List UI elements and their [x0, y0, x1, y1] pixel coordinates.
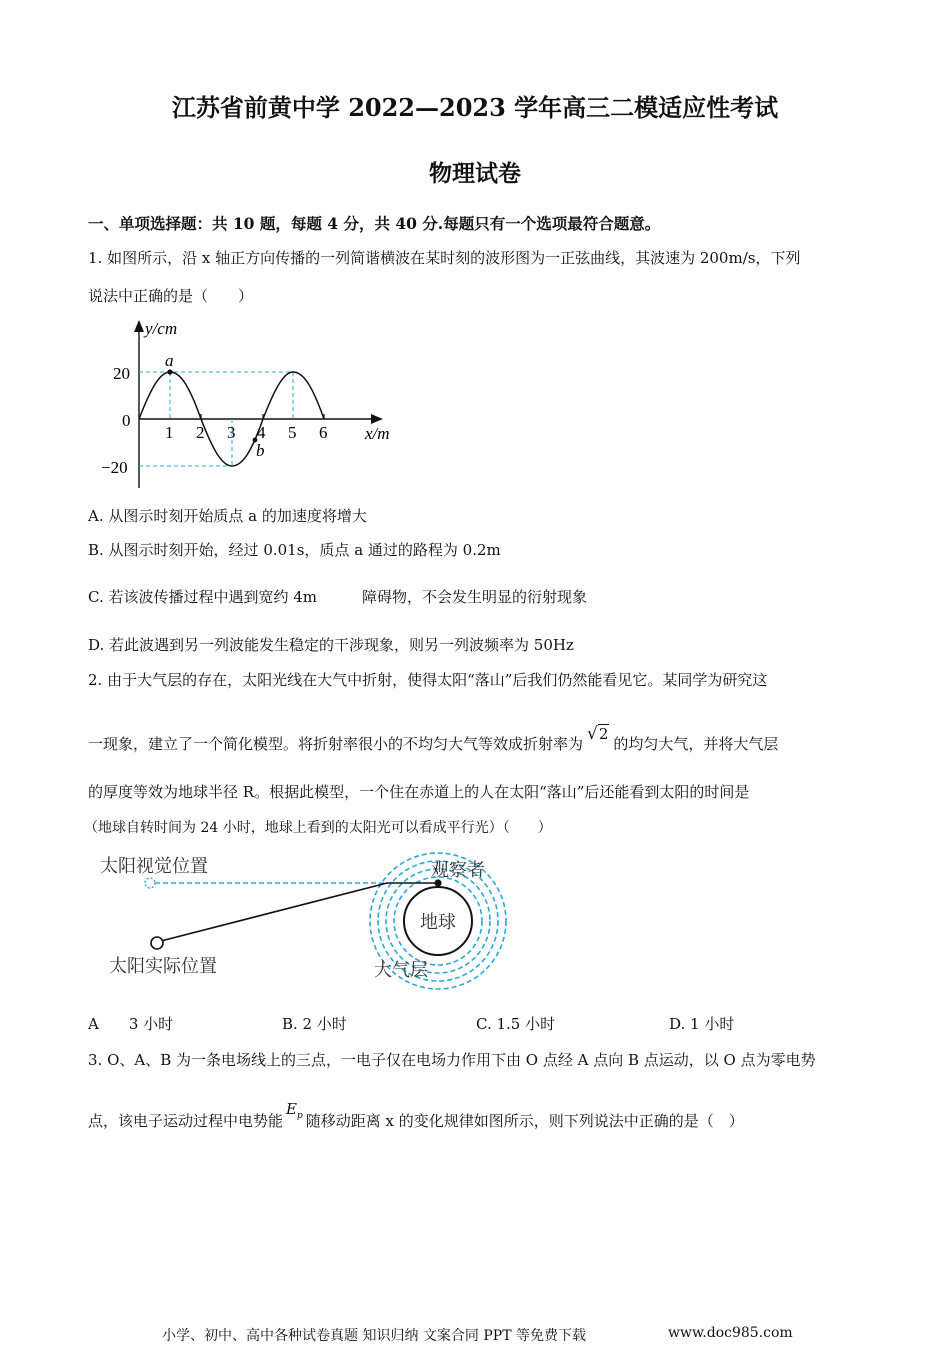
sqrt-icon: √: [587, 724, 598, 744]
point-a-label: a: [165, 351, 174, 370]
ep-letter: E: [286, 1100, 297, 1118]
q1-option-b: B. 从图示时刻开始，经过 0.01s，质点 a 通过的路程为 0.2m: [88, 541, 501, 559]
q2-option-d: D. 1 小时: [669, 1015, 735, 1033]
q2-stem-line4: （地球自转时间为 24 小时，地球上看到的太阳光可以看成平行光）（ ）: [84, 820, 552, 836]
q1-wave-figure: [95, 316, 415, 492]
actual-ray: [161, 883, 438, 941]
q3-stem-line2-part2: 随移动距离 x 的变化规律如图所示，则下列说法中正确的是（ ）: [305, 1112, 744, 1130]
observer-dot: [434, 879, 441, 886]
sun-visual-label: 太阳视觉位置: [100, 856, 208, 876]
x-tick-6: 6: [319, 423, 328, 442]
footer-text: 小学、初中、高中各种试卷真题 知识归纳 文案合同 PPT 等免费下载: [162, 1328, 586, 1344]
q2-stem-line3: 的厚度等效为地球半径 R。根据此模型，一个住在赤道上的人在太阳“落山”后还能看到太阳的时间是: [88, 783, 750, 801]
q2-stem-line2-part2: 的均匀大气，并将大气层: [613, 735, 779, 753]
q3-stem-line1: 3. O、A、B 为一条电场线上的三点，一电子仅在电场力作用下由 O 点经 A 点向 B 点运动，以 O 点为零电势: [88, 1051, 816, 1069]
q1-option-d: D. 若此波遇到另一列波能发生稳定的干涉现象，则另一列波频率为 50Hz: [88, 636, 574, 654]
observer-label: 观察者: [431, 860, 485, 880]
y-axis-arrow: [134, 320, 144, 332]
x-axis-arrow: [371, 414, 383, 424]
x-ticks: [201, 414, 324, 419]
earth-label: 地球: [420, 912, 456, 932]
sun-actual-icon: [151, 937, 163, 949]
q2-option-b: B. 2 小时: [282, 1015, 347, 1033]
section-heading: 一、单项选择题：共 10 题，每题 4 分，共 40 分.每题只有一个选项最符合题意。: [88, 214, 661, 233]
x-axis-label: x/m: [365, 424, 390, 443]
page-title: 江苏省前黄中学 2022—2023 学年高三二模适应性考试: [171, 93, 779, 122]
origin-label: 0: [122, 411, 131, 430]
q2-atmosphere-figure: [95, 850, 515, 1000]
q1-stem-line2: 说法中正确的是（ ）: [88, 287, 254, 305]
footer-site-link[interactable]: www.doc985.com: [668, 1325, 793, 1341]
q1-option-c: C. 若该波传播过程中遇到宽约 4m 障碍物，不会发生明显的衍射现象: [88, 588, 588, 606]
q1-stem-line1: 1. 如图所示，沿 x 轴正方向传播的一列简谐横波在某时刻的波形图为一正弦曲线，其波速为 200m/s，下列: [88, 249, 801, 267]
page-subtitle: 物理试卷: [429, 160, 521, 187]
point-b-label: b: [256, 441, 265, 460]
y-tick-neg20: −20: [101, 458, 128, 477]
sqrt-value: 2: [598, 725, 609, 743]
x-tick-2: 2: [196, 423, 205, 442]
sqrt-expression: [587, 724, 609, 744]
y-axis-label: y/cm: [145, 319, 178, 338]
q3-stem-line2-part1: 点，该电子运动过程中电势能: [88, 1112, 284, 1130]
point-a: [167, 369, 172, 374]
atmosphere-label: 大气层: [374, 960, 428, 980]
q2-option-a: A 3 小时: [88, 1015, 174, 1033]
x-tick-1: 1: [165, 423, 174, 442]
ep-symbol: [286, 1100, 303, 1121]
sun-visual-icon: [145, 878, 155, 888]
q2-option-c: C. 1.5 小时: [476, 1015, 556, 1033]
q2-stem-line2-part1: 一现象，建立了一个简化模型。将折射率很小的不均匀大气等效成折射率为: [88, 735, 584, 753]
q1-option-a: A. 从图示时刻开始质点 a 的加速度将增大: [88, 507, 367, 525]
x-tick-4: 4: [257, 423, 266, 442]
sun-actual-label: 太阳实际位置: [109, 956, 217, 976]
x-tick-3: 3: [227, 423, 236, 442]
ep-subscript: p: [296, 1111, 303, 1121]
q2-stem-line1: 2. 由于大气层的存在，太阳光线在大气中折射，使得太阳“落山”后我们仍然能看见它。某同学为研究这: [88, 671, 768, 689]
x-tick-5: 5: [288, 423, 297, 442]
q3-stem-line2: [88, 1100, 744, 1133]
y-tick-20: 20: [113, 364, 130, 383]
q2-stem-line2: [88, 724, 779, 754]
